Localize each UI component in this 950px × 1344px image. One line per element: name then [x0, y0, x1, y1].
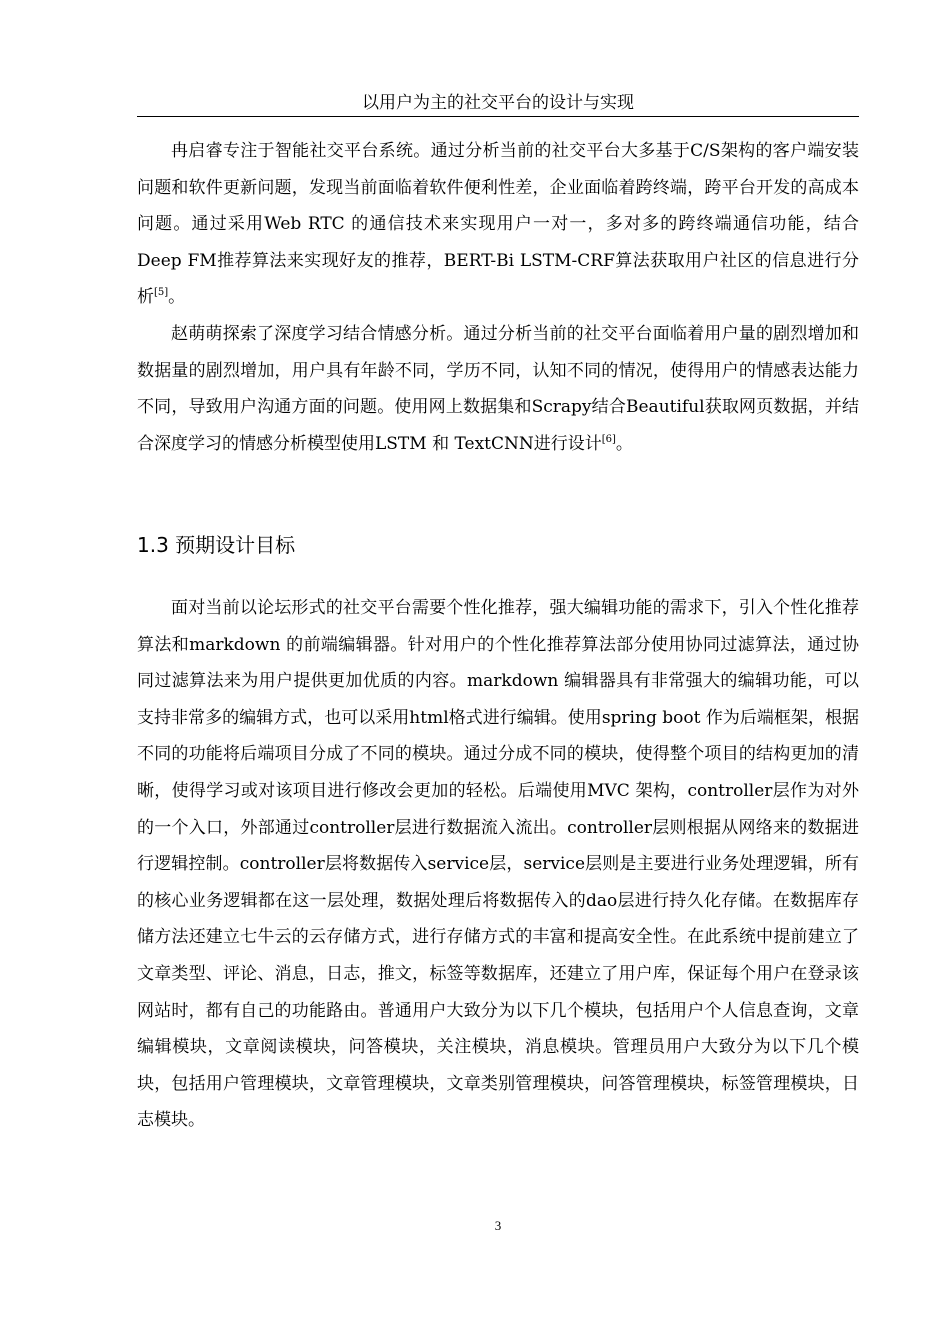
- running-header: 以用户为主的社交平台的设计与实现: [362, 93, 634, 113]
- paragraph-design-goals: [137, 590, 859, 1139]
- section-heading: 1.3 预期设计目标: [137, 533, 296, 557]
- citation-marker: [6]: [601, 433, 616, 445]
- paragraph-text: 面对当前以论坛形式的社交平台需要个性化推荐，强大编辑功能的需求下，引入个性化推荐算法和markdown 的前端编辑器。针对用户的个性化推荐算法部分使用协同过滤算法，通过协同过滤算法来为用户提供更加优质的内容。markdown 编辑器具有非常强大的编辑功能，可以支持非常多的编辑方式，也可以采用html格式进行编辑。使用spring boot 作为后端框架，根据不同的功能将后端项目分成了不同的模块。通过分成不同的模块，使得整个项目的结构更加的清晰，使得学习或对该项目进行修改会更加的轻松。后端使用MVC 架构，controller层作为对外的一个入口，外部通过controller层进行数据流入流出。controller层则根据从网络来的数据进行逻辑控制。controller层将数据传入service层，service层则是主要进行业务处理逻辑，所有的核心业务逻辑都在这一层处理，数据处理后将数据传入的dao层进行持久化存储。在数据库存储方法还建立七牛云的云存储方式，进行存储方式的丰富和提高安全性。在此系统中提前建立了文章类型、评论、消息，日志，推文，标签等数据库，还建立了用户库，保证每个用户在登录该网站时，都有自己的功能路由。普通用户大致分为以下几个模块，包括用户个人信息查询，文章编辑模块，文章阅读模块，问答模块，关注模块，消息模块。管理员用户大致分为以下几个模块，包括用户管理模块，文章管理模块，文章类别管理模块，问答管理模块，标签管理模块，日志模块。: [137, 598, 859, 1131]
- paragraph-end: 。: [615, 433, 633, 454]
- header-rule: [137, 116, 859, 117]
- page-number: 3: [494, 1218, 502, 1233]
- paragraph-text: 赵萌萌探索了深度学习结合情感分析。通过分析当前的社交平台面临着用户量的剧烈增加和数据量的剧烈增加，用户具有年龄不同，学历不同，认知不同的情况，使得用户的情感表达能力不同，导致用户沟通方面的问题。使用网上数据集和Scrapy结合Beautiful获取网页数据，并结合深度学习的情感分析模型使用LSTM 和 TextCNN进行设计: [137, 324, 859, 454]
- citation-marker: [5]: [154, 287, 169, 299]
- paragraph-related-work-1: [137, 133, 859, 316]
- paragraph-end: 。: [168, 287, 186, 308]
- paragraph-related-work-2: [137, 316, 859, 462]
- paragraph-text: 冉启睿专注于智能社交平台系统。通过分析当前的社交平台大多基于C/S架构的客户端安装问题和软件更新问题，发现当前面临着软件便利性差，企业面临着跨终端，跨平台开发的高成本问题。通过采用Web RTC 的通信技术来实现用户一对一，多对多的跨终端通信功能，结合Deep FM推荐算法来实现好友的推荐，BERT-Bi LSTM-CRF算法获取用户社区的信息进行分析: [137, 141, 859, 308]
